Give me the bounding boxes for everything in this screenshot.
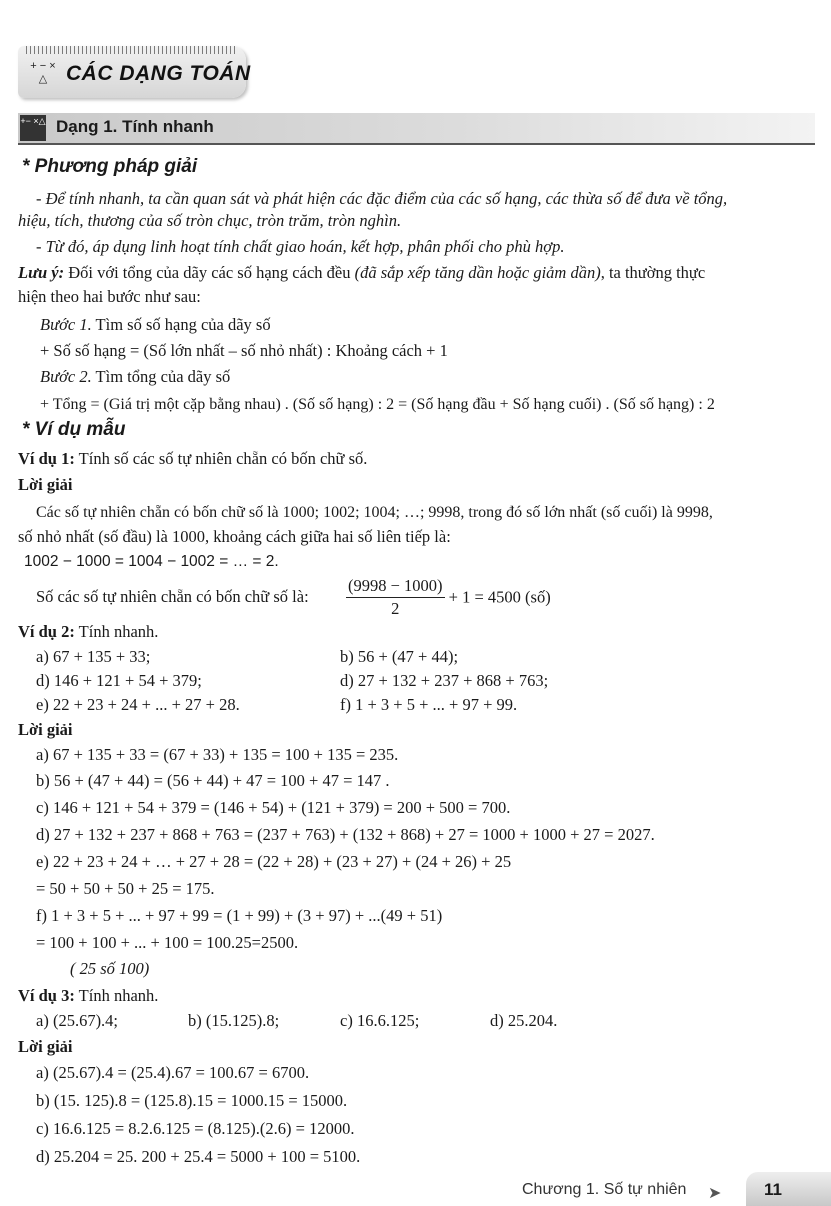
solution-label: Lời giải: [18, 475, 73, 494]
example-question-text: Tính nhanh.: [74, 622, 159, 641]
math-operations-icon: +− ×△: [20, 115, 46, 141]
step-line: [40, 314, 271, 336]
solution-line: c) 146 + 121 + 54 + 379 = (146 + 54) + (121 + 379) = 200 + 500 = 700.: [36, 798, 511, 817]
exercise-item: a) (25.67).4;: [36, 1011, 119, 1030]
example-label: Ví dụ 2:: [18, 622, 75, 641]
solution-line: = 50 + 50 + 50 + 25 = 175.: [36, 879, 215, 898]
banner-ruler-decoration: [26, 46, 238, 54]
example-question: [18, 985, 158, 1007]
solution-line: Số các số tự nhiên chẵn có bốn chữ số là:: [36, 587, 309, 606]
paper-plane-icon: ➤: [708, 1185, 722, 1202]
fraction: [346, 575, 551, 620]
solution-label: Lời giải: [18, 720, 73, 739]
step-formula: + Tổng = (Giá trị một cặp bằng nhau) . (Số số hạng) : 2 = (Số hạng đầu + Số hạng cuối) . (Số số hạng) : 2: [40, 396, 715, 413]
fraction-denominator: 2: [391, 599, 400, 618]
method-paragraph: hiệu, tích, thương của số tròn chục, tròn trăm, tròn nghìn.: [18, 211, 402, 230]
banner-title: CÁC DẠNG TOÁN: [66, 62, 251, 85]
step-text: Tìm số số hạng của dãy số: [91, 315, 271, 334]
step-line: [40, 366, 230, 388]
example-question: [18, 621, 158, 643]
note-line: [18, 262, 705, 284]
note-text: Đối với tổng của dãy các số hạng cách đều: [64, 263, 355, 282]
solution-line: d) 25.204 = 25. 200 + 25.4 = 5000 + 100 = 5100.: [36, 1147, 361, 1166]
solution-label: Lời giải: [18, 1037, 73, 1056]
chapter-title: Chương 1. Số tự nhiên: [522, 1181, 687, 1198]
solution-line: e) 22 + 23 + 24 + … + 27 + 28 = (22 + 28) + (23 + 27) + (24 + 26) + 25: [36, 852, 512, 871]
step-text: Tìm tổng của dãy số: [91, 367, 231, 386]
step-label: Bước 1.: [40, 315, 92, 334]
step-formula: + Số số hạng = (Số lớn nhất – số nhỏ nhất) : Khoảng cách + 1: [40, 341, 448, 360]
solution-line: = 100 + 100 + ... + 100 = 100.25=2500.: [36, 933, 299, 952]
exercise-item: d) 146 + 121 + 54 + 379;: [36, 671, 202, 690]
math-operations-icon: + − × △: [30, 60, 56, 85]
exercise-item: a) 67 + 135 + 33;: [36, 647, 151, 666]
solution-line: a) 67 + 135 + 33 = (67 + 33) + 135 = 100 + 135 = 235.: [36, 745, 399, 764]
solution-line: b) 56 + (47 + 44) = (56 + 44) + 47 = 100 + 47 = 147 .: [36, 771, 390, 790]
exercise-item: d) 25.204.: [490, 1011, 558, 1030]
solution-line: a) (25.67).4 = (25.4).67 = 100.67 = 6700.: [36, 1063, 310, 1082]
note-text: , ta thường thực: [600, 263, 706, 282]
step-label: Bước 2.: [40, 367, 92, 386]
solution-line: 1002 − 1000 = 1004 − 1002 = … = 2.: [24, 553, 279, 570]
note-line: hiện theo hai bước như sau:: [18, 287, 201, 306]
page-number-tab: [746, 1172, 831, 1206]
fraction-result: + 1 = 4500 (số): [448, 587, 551, 607]
examples-heading: * Ví dụ mẫu: [22, 419, 126, 440]
solution-line: c) 16.6.125 = 8.2.6.125 = (8.125).(2.6) = 12000.: [36, 1119, 355, 1138]
solution-line: số nhỏ nhất (số đầu) là 1000, khoảng cách giữa hai số liên tiếp là:: [18, 527, 451, 546]
exercise-item: e) 22 + 23 + 24 + ... + 27 + 28.: [36, 695, 240, 714]
note-label: Lưu ý:: [18, 263, 65, 282]
exercise-item: d) 27 + 132 + 237 + 868 + 763;: [340, 671, 549, 690]
solution-line: b) (15. 125).8 = (125.8).15 = 1000.15 = 15000.: [36, 1091, 348, 1110]
page-number: 11: [764, 1180, 782, 1199]
fraction-numerator: (9998 − 1000): [346, 575, 445, 598]
method-paragraph: - Từ đó, áp dụng linh hoạt tính chất giao hoán, kết hợp, phân phối cho phù hợp.: [36, 237, 565, 256]
section-title: Dạng 1. Tính nhanh: [56, 117, 214, 136]
example-question-text: Tính số các số tự nhiên chẵn có bốn chữ số.: [74, 449, 368, 468]
solution-line: f) 1 + 3 + 5 + ... + 97 + 99 = (1 + 99) + (3 + 97) + ...(49 + 51): [36, 906, 443, 925]
example-label: Ví dụ 1:: [18, 449, 75, 468]
method-heading: * Phương pháp giải: [22, 156, 198, 177]
example-question-text: Tính nhanh.: [74, 986, 159, 1005]
note-text-italic: (đã sắp xếp tăng dần hoặc giảm dần): [354, 263, 601, 282]
method-paragraph: - Để tính nhanh, ta cần quan sát và phát hiện các đặc điểm của các số hạng, các thừa số để đưa về tổng,: [36, 189, 728, 208]
example-question: [18, 448, 367, 470]
exercise-item: c) 16.6.125;: [340, 1011, 420, 1030]
solution-note: ( 25 số 100): [70, 959, 150, 978]
exercise-item: b) (15.125).8;: [188, 1011, 280, 1030]
exercise-item: f) 1 + 3 + 5 + ... + 97 + 99.: [340, 695, 518, 714]
exercise-item: b) 56 + (47 + 44);: [340, 647, 459, 666]
example-label: Ví dụ 3:: [18, 986, 75, 1005]
solution-line: Các số tự nhiên chẵn có bốn chữ số là 1000; 1002; 1004; …; 9998, trong đó số lớn nhất (số cuối) là 9998,: [36, 504, 713, 521]
solution-line: d) 27 + 132 + 237 + 868 + 763 = (237 + 763) + (132 + 868) + 27 = 1000 + 1000 + 27 = 2027.: [36, 825, 655, 844]
